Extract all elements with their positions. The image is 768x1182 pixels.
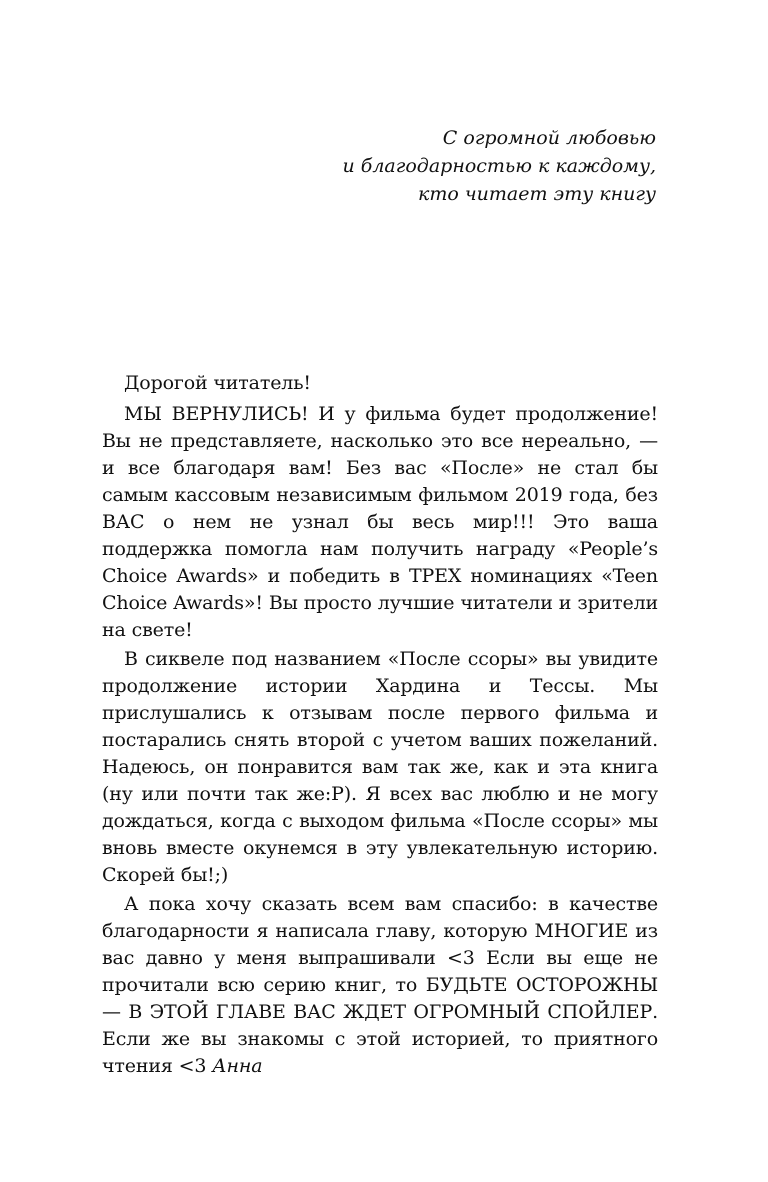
letter-paragraph-3-text: А пока хочу сказать всем вам спасибо: в качестве благодарности я написала главу, которую МНОГИЕ из вас давно у меня выпрашивали <3 Если вы еще не прочитали всю серию книг, то БУДЬТЕ ОСТОРОЖНЫ — В ЭТОЙ ГЛАВЕ ВАС ЖДЕТ ОГРОМНЫЙ СПОЙЛЕР. Если же вы знакомы с этой историей, то приятного чтения <3	[102, 893, 658, 1077]
epigraph-line-1: С огромной любовью	[442, 127, 656, 149]
letter-paragraph-2: В сиквеле под названием «После ссоры» вы увидите продолжение истории Хардина и Тессы. Мы прислушались к отзывам после первого фильма и постарались снять второй с учетом ваших пожеланий. Надеюсь, он понравится вам так же, как и эта книга (ну или почти так же:P). Я всех вас люблю и не могу дождаться, когда с выходом фильма «После ссоры» мы вновь вместе окунемся в эту увлекательную историю. Скорей бы!;)	[102, 648, 658, 886]
letter-paragraph-1: МЫ ВЕРНУЛИСЬ! И у фильма будет продолжение! Вы не представляете, насколько это все нереально, — и все благодаря вам! Без вас «После» не стал бы самым кассовым независимым фильмом 2019 года, без ВАС о нем не узнал бы весь мир!!! Это ваша поддержка помогла нам получить награду «People’s Choice Awards» и победить в ТРЕХ номинациях «Teen Choice Awards»! Вы просто лучшие читатели и зрители на свете!	[102, 403, 658, 641]
letter-body	[102, 370, 658, 1080]
epigraph	[96, 124, 656, 208]
letter-greeting: Дорогой читатель!	[124, 372, 311, 394]
letter-signature: Анна	[212, 1055, 263, 1077]
epigraph-line-2: и благодарностью к каждому,	[342, 155, 656, 177]
letter-paragraph-3	[102, 891, 658, 1080]
epigraph-line-3: кто читает эту книгу	[418, 183, 656, 205]
